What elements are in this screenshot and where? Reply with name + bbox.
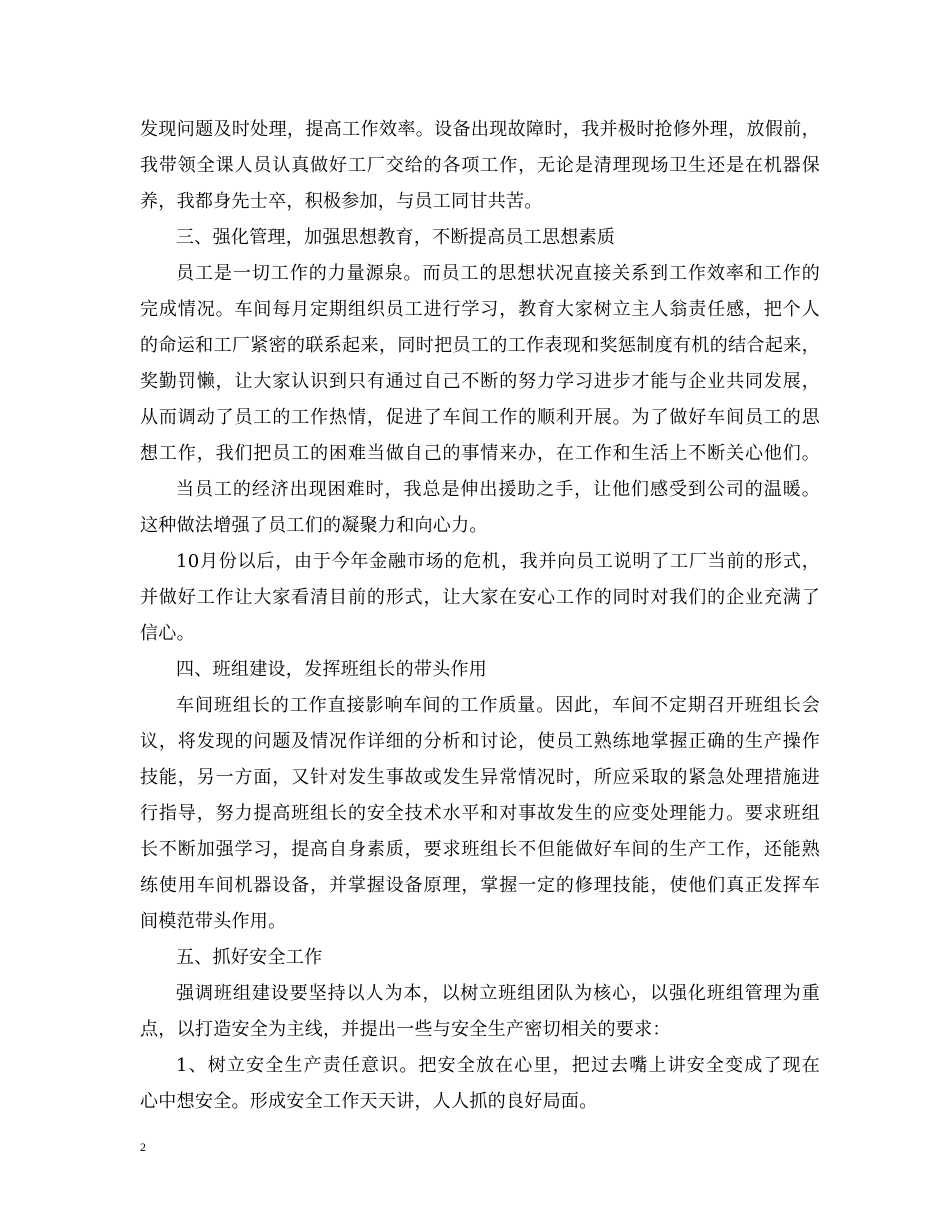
text-line-19: 技能，另一方面，又针对发生事故或发生异常情况时，所应采取的紧急处理措施进 bbox=[140, 767, 820, 788]
text-line-25: 强调班组建设要坚持以人为本，以树立班组团队为核心，以强化班组管理为重 bbox=[176, 983, 820, 1004]
text-line-15: 信心。 bbox=[140, 623, 195, 644]
text-line-12: 这种做法增强了员工们的凝聚力和向心力。 bbox=[140, 515, 488, 536]
text-line-26: 点，以打造安全为主线，并提出一些与安全生产密切相关的要求： bbox=[140, 1019, 671, 1040]
text-line-3: 养，我都身先士卒，积极参加，与员工同甘共苦。 bbox=[140, 191, 543, 212]
section-heading-3: 三、强化管理，加强思想教育，不断提高员工思想素质 bbox=[176, 227, 616, 248]
text-line-28: 心中想安全。形成安全工作天天讲，人人抓的良好局面。 bbox=[140, 1091, 598, 1112]
text-line-21: 长不断加强学习，提高自身素质，要求班组长不但能做好车间的生产工作，还能熟 bbox=[140, 839, 820, 860]
text-line-1: 发现问题及时处理，提高工作效率。设备出现故障时，我并极时抢修外理，放假前， bbox=[140, 119, 820, 140]
text-line-7: 的命运和工厂紧密的联系起来，同时把员工的工作表现和奖惩制度有机的结合起来， bbox=[140, 335, 820, 356]
text-line-8: 奖勤罚懒，让大家认识到只有通过自己不断的努力学习进步才能与企业共同发展， bbox=[140, 371, 820, 392]
section-heading-5: 五、抓好安全工作 bbox=[176, 947, 323, 968]
text-line-5: 员工是一切工作的力量源泉。而员工的思想状况直接关系到工作效率和工作的 bbox=[176, 263, 820, 284]
text-line-27: 1、树立安全生产责任意识。把安全放在心里，把过去嘴上讲安全变成了现在 bbox=[176, 1055, 820, 1076]
text-line-13: 10月份以后，由于今年金融市场的危机，我并向员工说明了工厂当前的形式， bbox=[176, 551, 820, 572]
text-line-18: 议，将发现的问题及情况作详细的分析和讨论，使员工熟练地掌握正确的生产操作 bbox=[140, 731, 820, 752]
text-line-6: 完成情况。车间每月定期组织员工进行学习，教育大家树立主人翁责任感，把个人 bbox=[140, 299, 820, 320]
text-line-23: 间模范带头作用。 bbox=[140, 911, 287, 932]
text-line-9: 从而调动了员工的工作热情，促进了车间工作的顺利开展。为了做好车间员工的思 bbox=[140, 407, 820, 428]
text-line-14: 并做好工作让大家看清目前的形式，让大家在安心工作的同时对我们的企业充满了 bbox=[140, 587, 820, 608]
text-line-2: 我带领全课人员认真做好工厂交给的各项工作，无论是清理现场卫生还是在机器保 bbox=[140, 155, 820, 176]
text-line-11: 当员工的经济出现困难时，我总是伸出援助之手，让他们感受到公司的温暖。 bbox=[176, 479, 820, 500]
text-line-22: 练使用车间机器设备，并掌握设备原理，掌握一定的修理技能，使他们真正发挥车 bbox=[140, 875, 820, 896]
page-number: 2 bbox=[140, 1140, 146, 1154]
text-line-20: 行指导，努力提高班组长的安全技术水平和对事故发生的应变处理能力。要求班组 bbox=[140, 803, 820, 824]
text-line-17: 车间班组长的工作直接影响车间的工作质量。因此，车间不定期召开班组长会 bbox=[176, 695, 820, 716]
section-heading-4: 四、班组建设，发挥班组长的带头作用 bbox=[176, 659, 488, 680]
text-line-10: 想工作，我们把员工的困难当做自己的事情来办，在工作和生活上不断关心他们。 bbox=[140, 443, 820, 464]
